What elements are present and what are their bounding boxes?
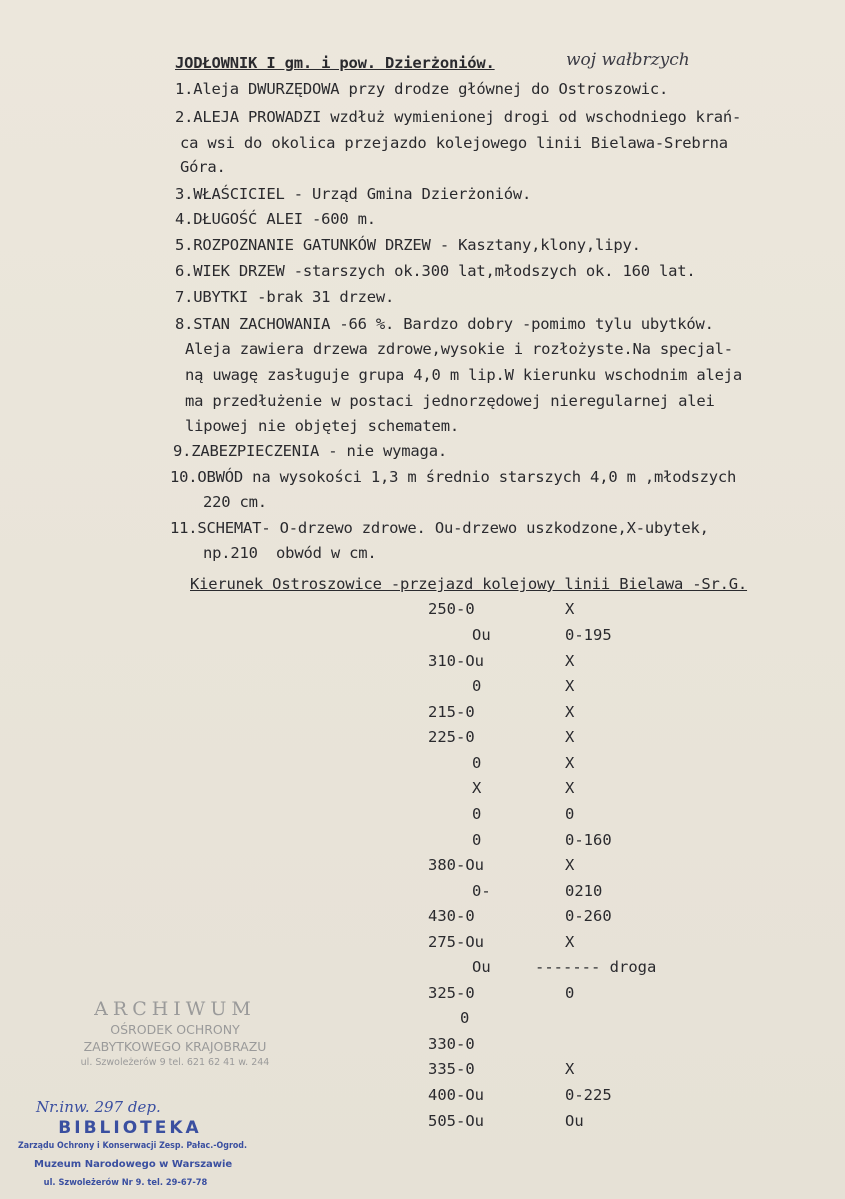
- item-line: Aleja zawiera drzewa zdrowe,wysokie i rozłożyste.Na specjal-: [185, 340, 733, 358]
- schema-left: 400-Ou: [428, 1086, 484, 1104]
- schema-left: 225-0: [428, 728, 475, 746]
- archive-stamp-line: OŚRODEK OCHRONY: [110, 1022, 240, 1037]
- schema-right: 0-195: [565, 626, 612, 644]
- schema-left: Ou: [472, 958, 491, 976]
- schema-left: X: [472, 779, 482, 797]
- schema-left: 325-0: [428, 984, 475, 1002]
- item-line: ca wsi do okolica przejazdo kolejowego linii Bielawa-Srebrna: [180, 134, 728, 152]
- schema-right: 0: [565, 805, 575, 823]
- item-line: ną uwagę zasługuje grupa 4,0 m lip.W kierunku wschodnim aleja: [185, 366, 743, 384]
- library-stamp-line: Muzeum Narodowego w Warszawie: [34, 1159, 233, 1170]
- schema-left: 380-Ou: [428, 856, 484, 874]
- schema-left: 430-0: [428, 907, 475, 925]
- item-line: 4.DŁUGOŚĆ ALEI -600 m.: [175, 210, 376, 228]
- item-line: 2.ALEJA PROWADZI wzdłuż wymienionej drogi od wschodniego krań-: [175, 108, 742, 126]
- schema-right: 0-260: [565, 907, 612, 925]
- schema-right: ------- droga: [535, 958, 657, 976]
- schema-right: 0-160: [565, 831, 612, 849]
- item-line: 220 cm.: [203, 493, 267, 511]
- schema-right: X: [565, 677, 575, 695]
- library-stamp-title: BIBLIOTEKA: [58, 1118, 202, 1138]
- library-stamp-line: ul. Szwoleżerów Nr 9. tel. 29-67-78: [43, 1178, 208, 1188]
- schema-right: X: [565, 779, 575, 797]
- item-line: lipowej nie objętej schematem.: [185, 417, 459, 435]
- item-line: 10.OBWÓD na wysokości 1,3 m średnio starszych 4,0 m ,młodszych: [170, 468, 737, 486]
- schema-left: 0: [472, 831, 482, 849]
- schema-right: X: [565, 600, 575, 618]
- schema-left: 0-: [472, 882, 491, 900]
- item-line: 6.WIEK DRZEW -starszych ok.300 lat,młodszych ok. 160 lat.: [175, 262, 696, 280]
- schema-right: 0: [565, 984, 575, 1002]
- schema-left: 250-0: [428, 600, 475, 618]
- schema-left: 215-0: [428, 703, 475, 721]
- schema-right: X: [565, 754, 575, 772]
- item-line: ma przedłużenie w postaci jednorzędowej nieregularnej alei: [185, 392, 715, 410]
- schema-right: X: [565, 652, 575, 670]
- schema-right: X: [565, 703, 575, 721]
- schema-right: X: [565, 728, 575, 746]
- schema-right: 0210: [565, 882, 603, 900]
- item-line: 1.Aleja DWURZĘDOWA przy drodze głównej do Ostroszowic.: [175, 80, 669, 98]
- archive-stamp-line: ZABYTKOWEGO KRAJOBRAZU: [83, 1039, 267, 1054]
- schema-left: 335-0: [428, 1060, 475, 1078]
- schema-left: 330-0: [428, 1035, 475, 1053]
- schema-heading: Kierunek Ostroszowice -przejazd kolejowy linii Bielawa -Sr.G.: [190, 575, 748, 593]
- item-line: 5.ROZPOZNANIE GATUNKÓW DRZEW - Kasztany,klony,lipy.: [175, 236, 641, 254]
- schema-right: X: [565, 933, 575, 951]
- item-line: 7.UBYTKI -brak 31 drzew.: [175, 288, 395, 306]
- item-line: Góra.: [180, 158, 226, 176]
- handwritten-region-note: woj wałbrzych: [566, 50, 690, 70]
- schema-left: Ou: [472, 626, 491, 644]
- item-line: 8.STAN ZACHOWANIA -66 %. Bardzo dobry -pomimo tylu ubytków.: [175, 315, 714, 333]
- archive-stamp-title: ARCHIWUM: [94, 998, 256, 1020]
- schema-right: Ou: [565, 1112, 584, 1130]
- item-line: 3.WŁAŚCICIEL - Urząd Gmina Dzierżoniów.: [175, 185, 532, 203]
- schema-left: 0: [460, 1009, 470, 1027]
- archive-stamp-line: ul. Szwoleżerów 9 tel. 621 62 41 w. 244: [80, 1057, 270, 1068]
- schema-left: 0: [472, 677, 482, 695]
- schema-left: 275-Ou: [428, 933, 484, 951]
- schema-left: 0: [472, 754, 482, 772]
- schema-right: 0-225: [565, 1086, 612, 1104]
- schema-left: 505-Ou: [428, 1112, 484, 1130]
- schema-left: 0: [472, 805, 482, 823]
- item-line: 9.ZABEZPIECZENIA - nie wymaga.: [173, 442, 447, 460]
- schema-right: X: [565, 1060, 575, 1078]
- library-stamp-line: Zarządu Ochrony i Konserwacji Zesp. Pałac.-Ogrod.: [18, 1141, 247, 1151]
- item-line: 11.SCHEMAT- O-drzewo zdrowe. Ou-drzewo uszkodzone,X-ubytek,: [170, 519, 709, 537]
- schema-left: 310-Ou: [428, 652, 484, 670]
- library-stamp-handwritten: Nr.inw. 297 dep.: [36, 1098, 161, 1116]
- item-line: np.210 obwód w cm.: [203, 544, 377, 562]
- document-title: JODŁOWNIK I gm. i pow. Dzierżoniów.: [175, 54, 495, 72]
- schema-right: X: [565, 856, 575, 874]
